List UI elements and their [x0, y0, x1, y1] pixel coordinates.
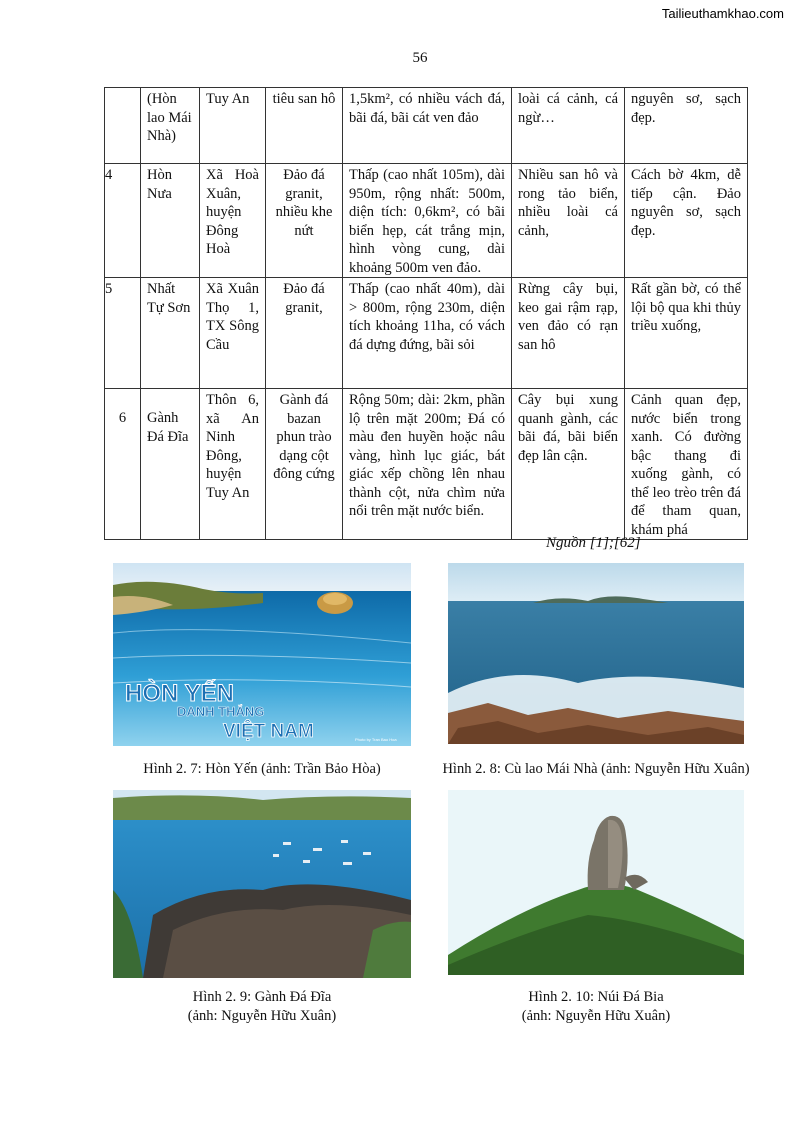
island-location: Thôn 6, xã An Ninh Đông, huyện Tuy An [200, 389, 266, 540]
table-row [105, 88, 748, 164]
caption-2-10-credit: (ảnh: Nguyễn Hữu Xuân) [521, 1008, 671, 1024]
caption-2-9-credit: (ảnh: Nguyễn Hữu Xuân) [187, 1008, 337, 1024]
photo-cu-lao-mai-nha [448, 563, 744, 744]
photo-nui-da-bia [448, 790, 744, 975]
islands-table [104, 87, 748, 540]
island-features: Rộng 50m; dài: 2km, phần lộ trên mặt 200m; Đá có màu đen huyền hoặc nâu vàng, hình lục giác, bát giác xếp chồng lên nhau thành cột, nửa chìm nửa nổi trên mặt nước biển. [343, 389, 512, 540]
hon-yen-overlay-credit: Photo by Tran Bao Hoa [355, 737, 397, 742]
row-number: 4 [105, 164, 141, 278]
photo-hon-yen [113, 563, 411, 746]
island-ecology: Rừng cây bụi, keo gai rậm rạp, ven đảo có rạn san hô [512, 278, 625, 389]
island-type: tiêu san hô [266, 88, 343, 164]
figure-caption-2-7: Hình 2. 7: Hòn Yến (ảnh: Trần Bảo Hòa) [143, 761, 381, 777]
island-name: Nhất Tự Sơn [141, 278, 200, 389]
caption-2-10-title: Hình 2. 10: Núi Đá Bia [528, 989, 664, 1005]
island-type: Đảo đá granit, nhiều khe nứt [266, 164, 343, 278]
photo-ganh-da-dia-image [113, 790, 411, 978]
island-name: (Hòn lao Mái Nhà) [141, 88, 200, 164]
row-number [105, 88, 141, 164]
photo-ganh-da-dia [113, 790, 411, 978]
table-row [105, 278, 748, 389]
island-ecology: Nhiều san hô và rong tảo biển, nhiều loài cá cảnh, [512, 164, 625, 278]
island-name: Gành Đá Đĩa [141, 389, 200, 540]
island-location: Tuy An [200, 88, 266, 164]
row-number: 5 [105, 278, 141, 389]
island-notes: nguyên sơ, sạch đẹp. [625, 88, 748, 164]
island-ecology: loài cá cảnh, cá ngừ… [512, 88, 625, 164]
island-type: Đảo đá granit, [266, 278, 343, 389]
photo-hon-yen-image [113, 563, 411, 746]
site-watermark: Tailieuthamkhao.com [661, 6, 784, 21]
hon-yen-overlay-subtitle: DANH THẮNG [177, 704, 265, 719]
figure-caption-2-8: Hình 2. 8: Cù lao Mái Nhà (ảnh: Nguyễn Hữu Xuân) [442, 761, 750, 777]
island-notes: Cảnh quan đẹp, nước biển trong xanh. Có đường bậc thang đi xuống gành, có thể leo trèo trên đá để tham quan, khám phá [625, 389, 748, 540]
island-ecology: Cây bụi xung quanh gành, các bãi đá, bãi biển đẹp lân cận. [512, 389, 625, 540]
photo-cu-lao-mai-nha-image [448, 563, 744, 744]
island-features: Thấp (cao nhất 105m), dài 950m, rộng nhất: 500m, diện tích: 0,6km², có bãi biển hẹp, cát trắng mịn, hình vòng cung, dài khoảng 500m ven đảo. [343, 164, 512, 278]
island-location: Xã Hoà Xuân, huyện Đông Hoà [200, 164, 266, 278]
island-features: Thấp (cao nhất 40m), dài > 800m, rộng 230m, diện tích khoảng 11ha, có vách đá dựng đứng, bãi sỏi [343, 278, 512, 389]
page-number: 56 [412, 50, 428, 66]
island-location: Xã Xuân Thọ 1, TX Sông Cầu [200, 278, 266, 389]
hon-yen-overlay-title: HÒN YẾN [125, 680, 234, 707]
figure-caption-2-10 [448, 988, 744, 1026]
island-features: 1,5km², có nhiều vách đá, bãi đá, bãi cát ven đảo [343, 88, 512, 164]
island-type: Gành đá bazan phun trào dạng cột đông cứng [266, 389, 343, 540]
hon-yen-overlay-country: VIỆT NAM [223, 721, 314, 742]
table-row [105, 164, 748, 278]
figure-caption-2-9 [113, 988, 411, 1026]
row-number: 6 [105, 389, 141, 540]
caption-2-9-title: Hình 2. 9: Gành Đá Đĩa [192, 989, 332, 1005]
island-notes: Rất gần bờ, có thể lội bộ qua khi thủy triều xuống, [625, 278, 748, 389]
photo-nui-da-bia-image [448, 790, 744, 975]
island-name: Hòn Nưa [141, 164, 200, 278]
table-source: Nguồn [1];[62] [546, 535, 641, 551]
island-notes: Cách bờ 4km, dễ tiếp cận. Đảo nguyên sơ, sạch đẹp. [625, 164, 748, 278]
table-row [105, 389, 748, 540]
